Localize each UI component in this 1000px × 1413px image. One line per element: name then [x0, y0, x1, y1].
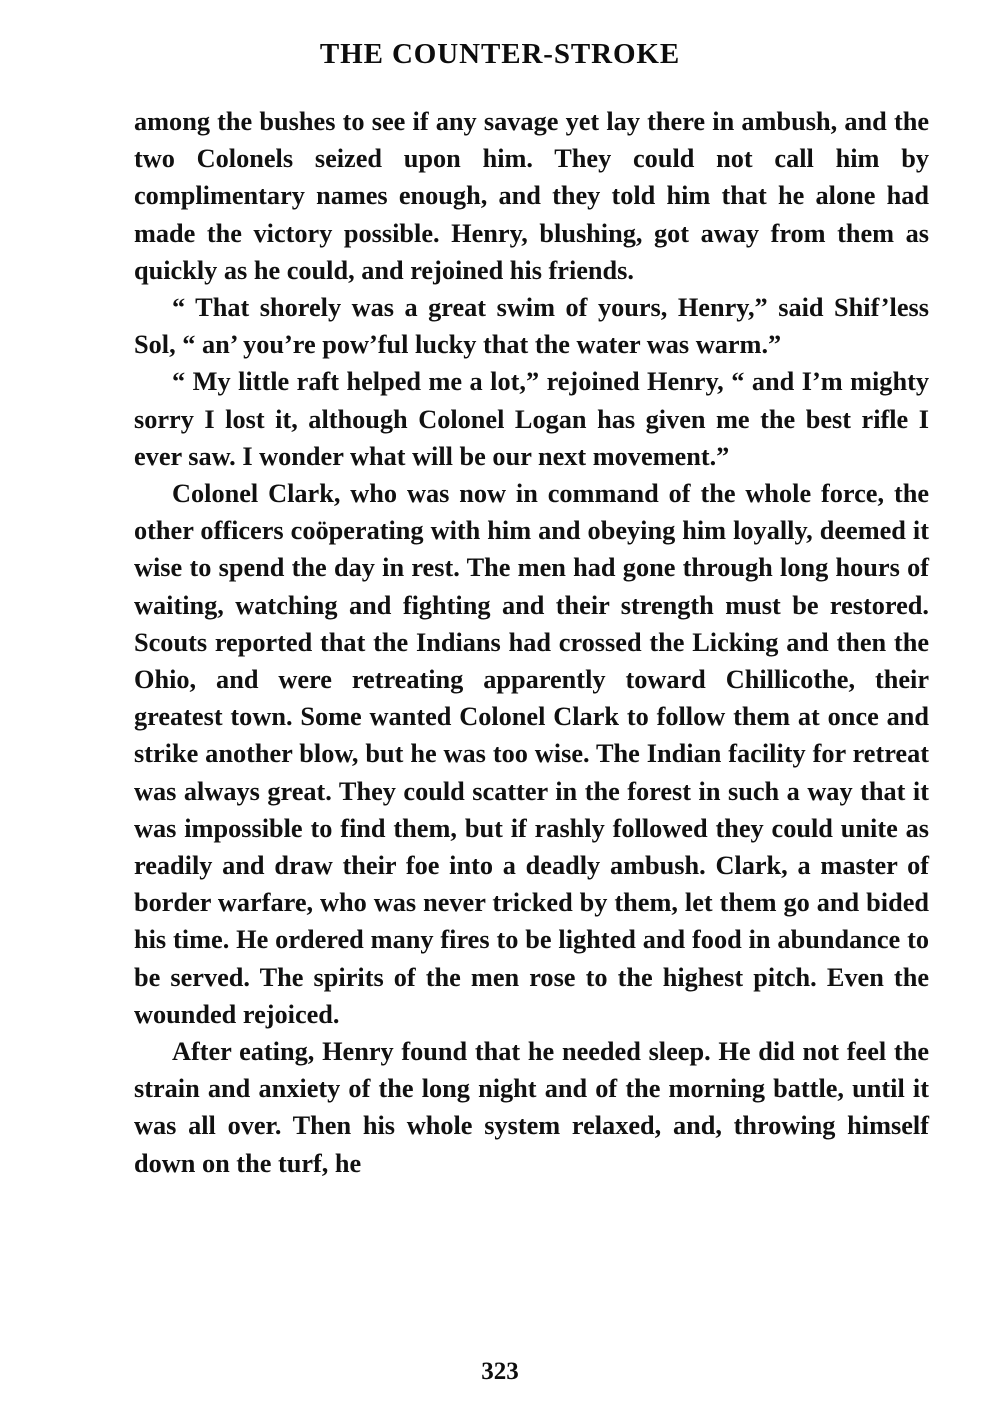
paragraph: “ My little raft helped me a lot,” rejoined Henry, “ and I’m mighty sorry I lost it, although Colonel Logan has given me the best rifle I ever saw. I wonder what will be our next movement.”: [134, 367, 929, 471]
page-number: 323: [481, 1358, 519, 1385]
paragraph: “ That shorely was a great swim of yours, Henry,” said Shif’less Sol, “ an’ you’re pow’ful lucky that the water was warm.”: [134, 293, 929, 360]
running-head: THE COUNTER-STROKE: [319, 38, 681, 70]
paragraph: Colonel Clark, who was now in command of the whole force, the other officers coöperating with him and obeying him loyally, deemed it wise to spend the day in rest. The men had gone through long hours of waiting, watching and fighting and their strength must be restored. Scouts reported that the Indians had crossed the Licking and then the Ohio, and were retreating apparently toward Chillicothe, their greatest town. Some wanted Colonel Clark to follow them at once and strike another blow, but he was too wise. The Indian facility for retreat was always great. They could scatter in the forest in such a way that it was impossible to find them, but if rashly followed they could unite as readily and draw their foe into a deadly ambush. Clark, a master of border warfare, who was never tricked by them, let them go and bided his time. He ordered many fires to be lighted and food in abundance to be served. The spirits of the men rose to the highest pitch. Even the wounded rejoiced.: [134, 479, 929, 1029]
paragraph: among the bushes to see if any savage yet lay there in ambush, and the two Colonels seized upon him. They could not call him by complimentary names enough, and they told him that he alone had made the victory possible. Henry, blushing, got away from them as quickly as he could, and rejoined his friends.: [134, 107, 929, 285]
page-body: [134, 103, 929, 1182]
paragraph: After eating, Henry found that he needed sleep. He did not feel the strain and anxiety of the long night and of the morning battle, until it was all over. Then his whole system relaxed, and, throwing himself down on the turf, he: [134, 1037, 929, 1178]
